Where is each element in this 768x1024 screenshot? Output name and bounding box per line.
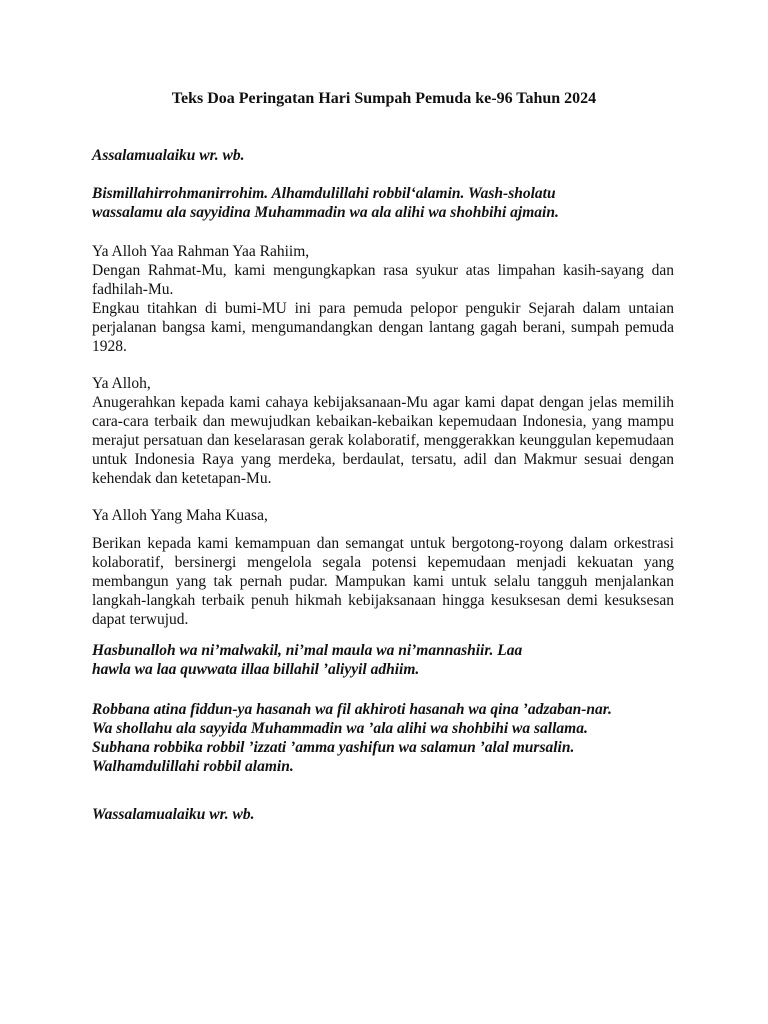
- paragraph-3-address: Ya Alloh Yang Maha Kuasa,: [92, 507, 268, 524]
- closing-prayer-line-4: Walhamdulillahi robbil alamin.: [92, 758, 294, 775]
- paragraph-1: [92, 242, 674, 356]
- bismillah-line-2: wassalamu ala sayyidina Muhammadin wa ala alihi wa shohbihi ajmain.: [92, 204, 559, 221]
- document-title: Teks Doa Peringatan Hari Sumpah Pemuda ke-96 Tahun 2024: [171, 90, 597, 107]
- closing-prayer-line-1: Robbana atina fiddun-ya hasanah wa fil akhiroti hasanah wa qina ’adzaban-nar.: [92, 701, 612, 718]
- hasbunalloh-paragraph: [92, 641, 674, 679]
- paragraph-2: [92, 374, 674, 488]
- hasbunalloh-line-2: hawla wa laa quwwata illaa billahil ’aliyyil adhiim.: [92, 661, 420, 678]
- paragraph-1-text-1: Dengan Rahmat-Mu, kami mengungkapkan rasa syukur atas limpahan kasih-sayang dan fadhilah-Mu.: [92, 262, 674, 298]
- hasbunalloh-line-1: Hasbunalloh wa ni’malwakil, ni’mal maula wa ni’mannashiir. Laa: [92, 642, 523, 659]
- bismillah-paragraph: [92, 184, 674, 222]
- paragraph-2-text: Anugerahkan kepada kami cahaya kebijaksanaan-Mu agar kami dapat dengan jelas memilih cara-cara terbaik dan mewujudkan kebaikan-kebaikan kepemudaan Indonesia, yang mampu merajut persatuan dan keselarasan gerak kolaboratif, menggerakkan keunggulan kepemudaan untuk Indonesia Raya yang merdeka, berdaulat, tersatu, adil dan Makmur sesuai dengan kehendak dan ketetapan-Mu.: [92, 394, 674, 487]
- paragraph-2-address: Ya Alloh,: [92, 375, 151, 392]
- paragraph-1-text-2: Engkau titahkan di bumi-MU ini para pemuda pelopor pengukir Sejarah dalam untaian perjalanan bangsa kami, mengumandangkan dengan lantang gagah berani, sumpah pemuda 1928.: [92, 300, 674, 355]
- greeting: Assalamualaiku wr. wb.: [92, 147, 245, 164]
- closing-prayer: [92, 700, 674, 776]
- bismillah-line-1: Bismillahirrohmanirrohim. Alhamdulillahi robbil‘alamin. Wash-sholatu: [92, 185, 556, 202]
- paragraph-1-address: Ya Alloh Yaa Rahman Yaa Rahiim,: [92, 243, 310, 260]
- farewell: Wassalamualaiku wr. wb.: [92, 806, 255, 823]
- paragraph-3-text: Berikan kepada kami kemampuan dan semangat untuk bergotong-royong dalam orkestrasi kolaboratif, bersinergi mengelola segala potensi kepemudaan menjadi kekuatan yang membangun yang tak pernah pudar. Mampukan kami untuk selalu tangguh menjalankan langkah-langkah terbaik penuh hikmah kebijaksanaan hingga kesuksesan demi kesuksesan dapat terwujud.: [92, 535, 674, 628]
- closing-prayer-line-3: Subhana robbika robbil ’izzati ’amma yashifun wa salamun ’alal mursalin.: [92, 739, 575, 756]
- closing-prayer-line-2: Wa shollahu ala sayyida Muhammadin wa ’ala alihi wa shohbihi wa sallama.: [92, 720, 588, 737]
